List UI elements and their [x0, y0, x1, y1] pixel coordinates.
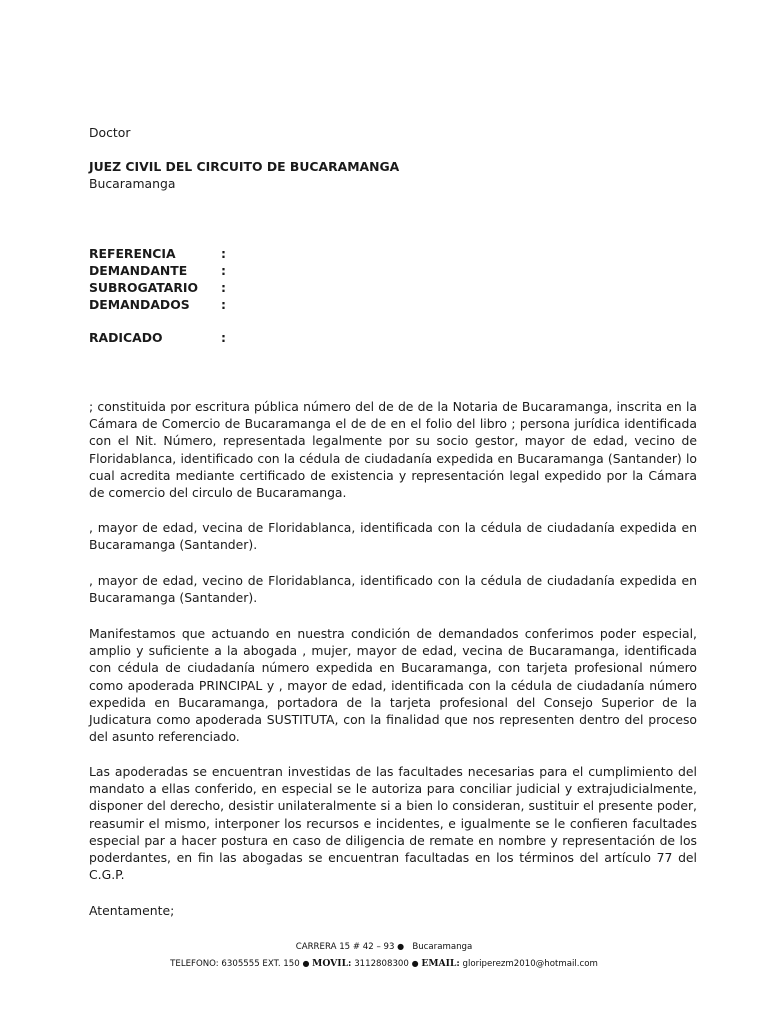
ref-sep: :: [221, 280, 226, 295]
footer-city: Bucaramanga: [412, 942, 473, 952]
ref-sep: :: [221, 246, 226, 261]
paragraph-company: [89, 398, 697, 501]
paragraph-person-2: [89, 572, 697, 606]
ref-sep: :: [221, 263, 226, 278]
footer-movil-value: 3112808300: [354, 959, 409, 969]
footer-telefono-label: TELEFONO:: [170, 959, 219, 969]
footer-telefono-value: 6305555 EXT. 150: [221, 959, 300, 969]
addressee-title: JUEZ CIVIL DEL CIRCUITO DE BUCARAMANGA: [89, 159, 400, 174]
salutation: Doctor: [89, 125, 131, 140]
footer-email-value: gloriperezm2010@hotmail.com: [462, 959, 598, 969]
ref-row-radicado: [89, 329, 226, 346]
paragraph-person-1: [89, 519, 697, 553]
ref-label: DEMANDADOS: [89, 297, 190, 312]
ref-row-demandados: [89, 296, 226, 313]
footer-address-line: [0, 942, 768, 952]
paragraph-faculties: [89, 763, 697, 883]
footer-address: CARRERA 15 # 42 – 93: [295, 942, 395, 952]
paragraph-text: Manifestamos que actuando en nuestra condición de demandados conferimos poder especial, amplio y suficiente a la abogada , mujer, mayor de edad, vecina de Bucaramanga, identificada con cédula de ciudadanía número expedida en Bucaramanga, con tarjeta profesional número como apoderada PRINCIPAL y , mayor de edad, identificada con la cédula de ciudadanía número expedida en Bucaramanga, portadora de la tarjeta profesional del Consejo Superior de la Judicatura como apoderada SUSTITUTA, con la finalidad que nos representen dentro del proceso del asunto referenciado.: [89, 626, 697, 745]
paragraph-mandate: [89, 625, 697, 745]
ref-label: RADICADO: [89, 330, 163, 345]
ref-sep: :: [221, 297, 226, 312]
paragraph-text: , mayor de edad, vecino de Floridablanca, identificado con la cédula de ciudadanía expedida en Bucaramanga (Santander).: [89, 573, 697, 606]
bullet-icon: ●: [397, 942, 405, 951]
footer-email-label: EMAIL:: [421, 958, 460, 969]
footer-contact-line: [0, 958, 768, 969]
ref-sep: :: [221, 330, 226, 345]
ref-label: DEMANDANTE: [89, 263, 188, 278]
ref-label: REFERENCIA: [89, 246, 176, 261]
paragraph-text: Las apoderadas se encuentran investidas de las facultades necesarias para el cumplimiento del mandato a ellas conferido, en especial se le autoriza para conciliar judicial y extrajudicialmente, disponer del derecho, desistir unilateralmente si a bien lo consideran, sustituir el presente poder, reasumir el mismo, interponer los recursos e incidentes, e igualmente se le confieren facultades especial par a hacer postura en caso de diligencia de remate en nombre y representación de los poderdantes, en fin las abogadas se encuentran facultadas en los términos del artículo 77 del C.G.P.: [89, 764, 697, 883]
ref-label: SUBROGATARIO: [89, 280, 199, 295]
ref-row-referencia: [89, 245, 226, 262]
addressee-city: Bucaramanga: [89, 176, 176, 191]
bullet-icon: ●: [411, 959, 419, 968]
paragraph-text: , mayor de edad, vecina de Floridablanca, identificada con la cédula de ciudadanía expedida en Bucaramanga (Santander).: [89, 520, 697, 553]
paragraph-text: ; constituida por escritura pública número del de de de la Notaria de Bucaramanga, inscrita en la Cámara de Comercio de Bucaramanga el de de en el folio del libro ; persona jurídica identificada con el Nit. Número, representada legalmente por su socio gestor, mayor de edad, vecino de Floridablanca, identificado con la cédula de ciudadanía expedida en Bucaramanga (Santander) lo cual acredita mediante certificado de existencia y representación legal expedido por la Cámara de comercio del circulo de Bucaramanga.: [89, 399, 697, 501]
ref-row-subrogatario: [89, 279, 226, 296]
bullet-icon: ●: [302, 959, 310, 968]
footer-movil-label: MOVIL:: [312, 958, 352, 969]
closing: Atentamente;: [89, 903, 175, 918]
ref-row-demandante: [89, 262, 226, 279]
